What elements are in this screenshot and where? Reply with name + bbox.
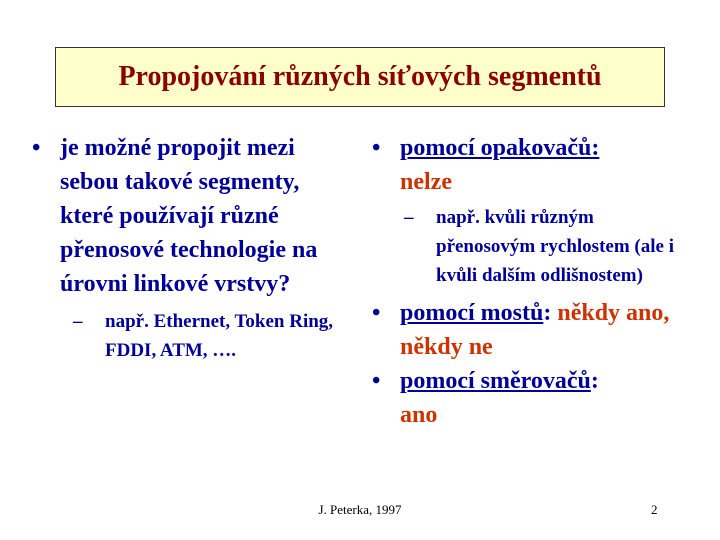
page-number: 2 [651, 502, 658, 517]
left-bullet [28, 131, 348, 301]
bullet-icon: • [372, 300, 381, 326]
repeaters-link[interactable]: pomocí opakovačů: [400, 135, 600, 161]
repeaters-value: nelze [400, 169, 452, 195]
bullet-icon: • [372, 135, 381, 161]
dash-icon: – [73, 311, 83, 332]
routers-value: ano [400, 402, 438, 428]
bullet-icon: • [32, 135, 41, 161]
right-sub-bullet [404, 203, 688, 290]
right-bullet-bridges [368, 296, 688, 364]
bridges-value: někdy ano, někdy ne [400, 300, 670, 360]
bridges-link[interactable]: pomocí mostů [400, 300, 544, 326]
left-bullet-text: je možné propojit mezi sebou takové segmenty, které používají různé přenosové technologie na úrovni linkové vrstvy? [60, 135, 318, 297]
routers-link[interactable]: pomocí směrovačů [400, 368, 591, 394]
footer-author: J. Peterka, 1997 [318, 502, 402, 517]
slide-title: Propojování různých síťových segmentů [118, 61, 602, 92]
routers-colon: : [590, 368, 599, 394]
left-column [28, 131, 348, 365]
dash-icon: – [404, 207, 414, 228]
bullet-icon: • [372, 368, 381, 394]
title-box [55, 47, 665, 107]
left-sub-text: např. Ethernet, Token Ring, FDDI, ATM, …. [105, 311, 334, 361]
right-column [368, 131, 688, 432]
left-sub-bullet [73, 307, 348, 365]
bridges-colon: : [543, 300, 552, 326]
right-bullet-routers [368, 364, 688, 432]
right-bullet-repeaters [368, 131, 688, 199]
right-sub-text: např. kvůli různým přenosovým rychlostem (ale i kvůli dalším odlišnostem) [436, 207, 674, 286]
